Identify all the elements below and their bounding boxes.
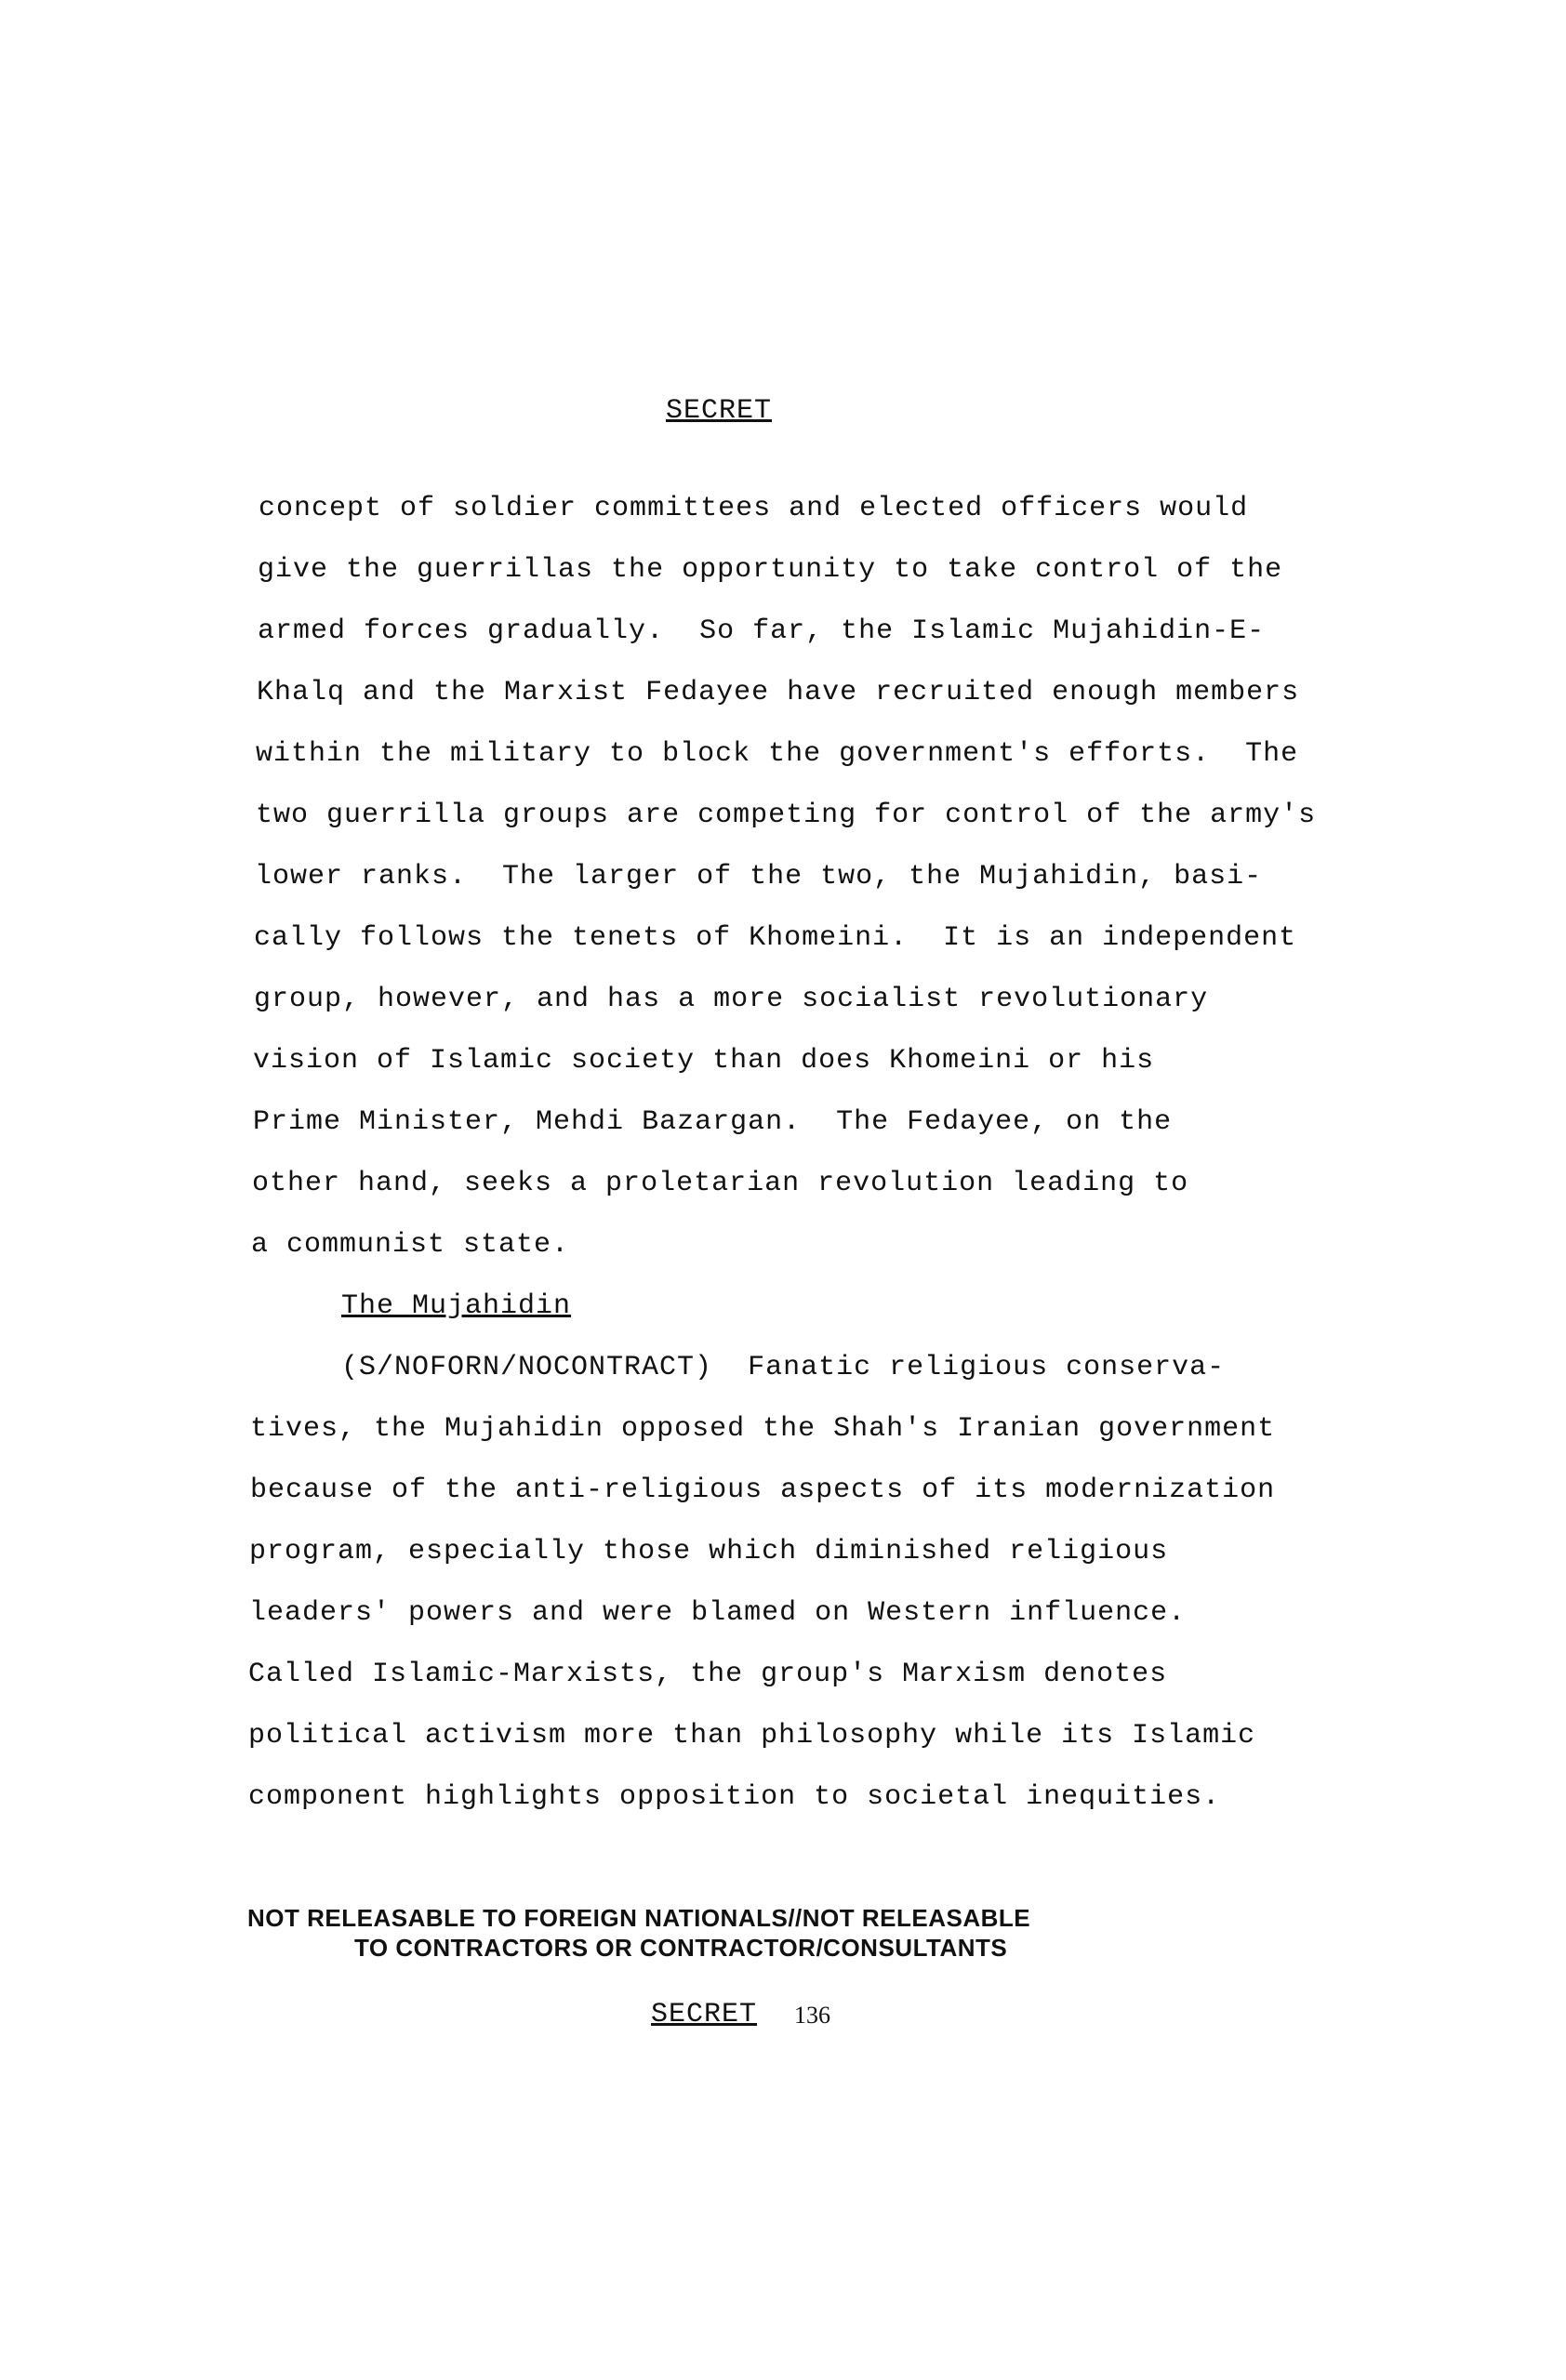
text-line: Prime Minister, Mehdi Bazargan. The Fedayee, on the [253, 1106, 1173, 1138]
text-line: two guerrilla groups are competing for control of the army's [256, 800, 1317, 831]
page-number: 136 [794, 2002, 830, 2029]
footer-classification: SECRET [651, 1999, 758, 2030]
text-line: Called Islamic-Marxists, the group's Marxism denotes [248, 1659, 1168, 1690]
text-line: (S/NOFORN/NOCONTRACT) Fanatic religious conserva- [341, 1352, 1226, 1383]
header-classification: SECRET [666, 395, 773, 427]
text-line: a communist state. [251, 1229, 570, 1261]
release-caveat-line-2: TO CONTRACTORS OR CONTRACTOR/CONSULTANTS [354, 1934, 1008, 1962]
text-line: program, especially those which diminished religious [249, 1536, 1169, 1567]
text-line: Khalq and the Marxist Fedayee have recruited enough members [257, 677, 1300, 708]
text-line: within the military to block the government's efforts. The [256, 738, 1299, 770]
text-line: because of the anti-religious aspects of its modernization [250, 1474, 1276, 1506]
text-line: political activism more than philosophy while its Islamic [248, 1720, 1256, 1752]
text-line: component highlights opposition to societal inequities. [248, 1781, 1221, 1813]
text-line: tives, the Mujahidin opposed the Shah's Iranian government [250, 1413, 1276, 1445]
section-title: The Mujahidin [341, 1290, 572, 1322]
release-caveat-line-1: NOT RELEASABLE TO FOREIGN NATIONALS//NOT RELEASABLE [247, 1904, 1031, 1932]
text-line: armed forces gradually. So far, the Islamic Mujahidin-E- [258, 615, 1266, 647]
text-line: group, however, and has a more socialist revolutionary [254, 984, 1209, 1015]
text-line: other hand, seeks a proletarian revolution leading to [252, 1168, 1189, 1199]
text-line: give the guerrillas the opportunity to take control of the [258, 554, 1283, 586]
text-line: vision of Islamic society than does Khomeini or his [253, 1045, 1155, 1077]
text-line: lower ranks. The larger of the two, the Mujahidin, basi- [255, 861, 1263, 892]
text-line: leaders' powers and were blamed on Western influence. [249, 1597, 1187, 1629]
text-line: concept of soldier committees and elected officers would [259, 493, 1249, 524]
text-line: cally follows the tenets of Khomeini. It is an independent [254, 922, 1297, 954]
